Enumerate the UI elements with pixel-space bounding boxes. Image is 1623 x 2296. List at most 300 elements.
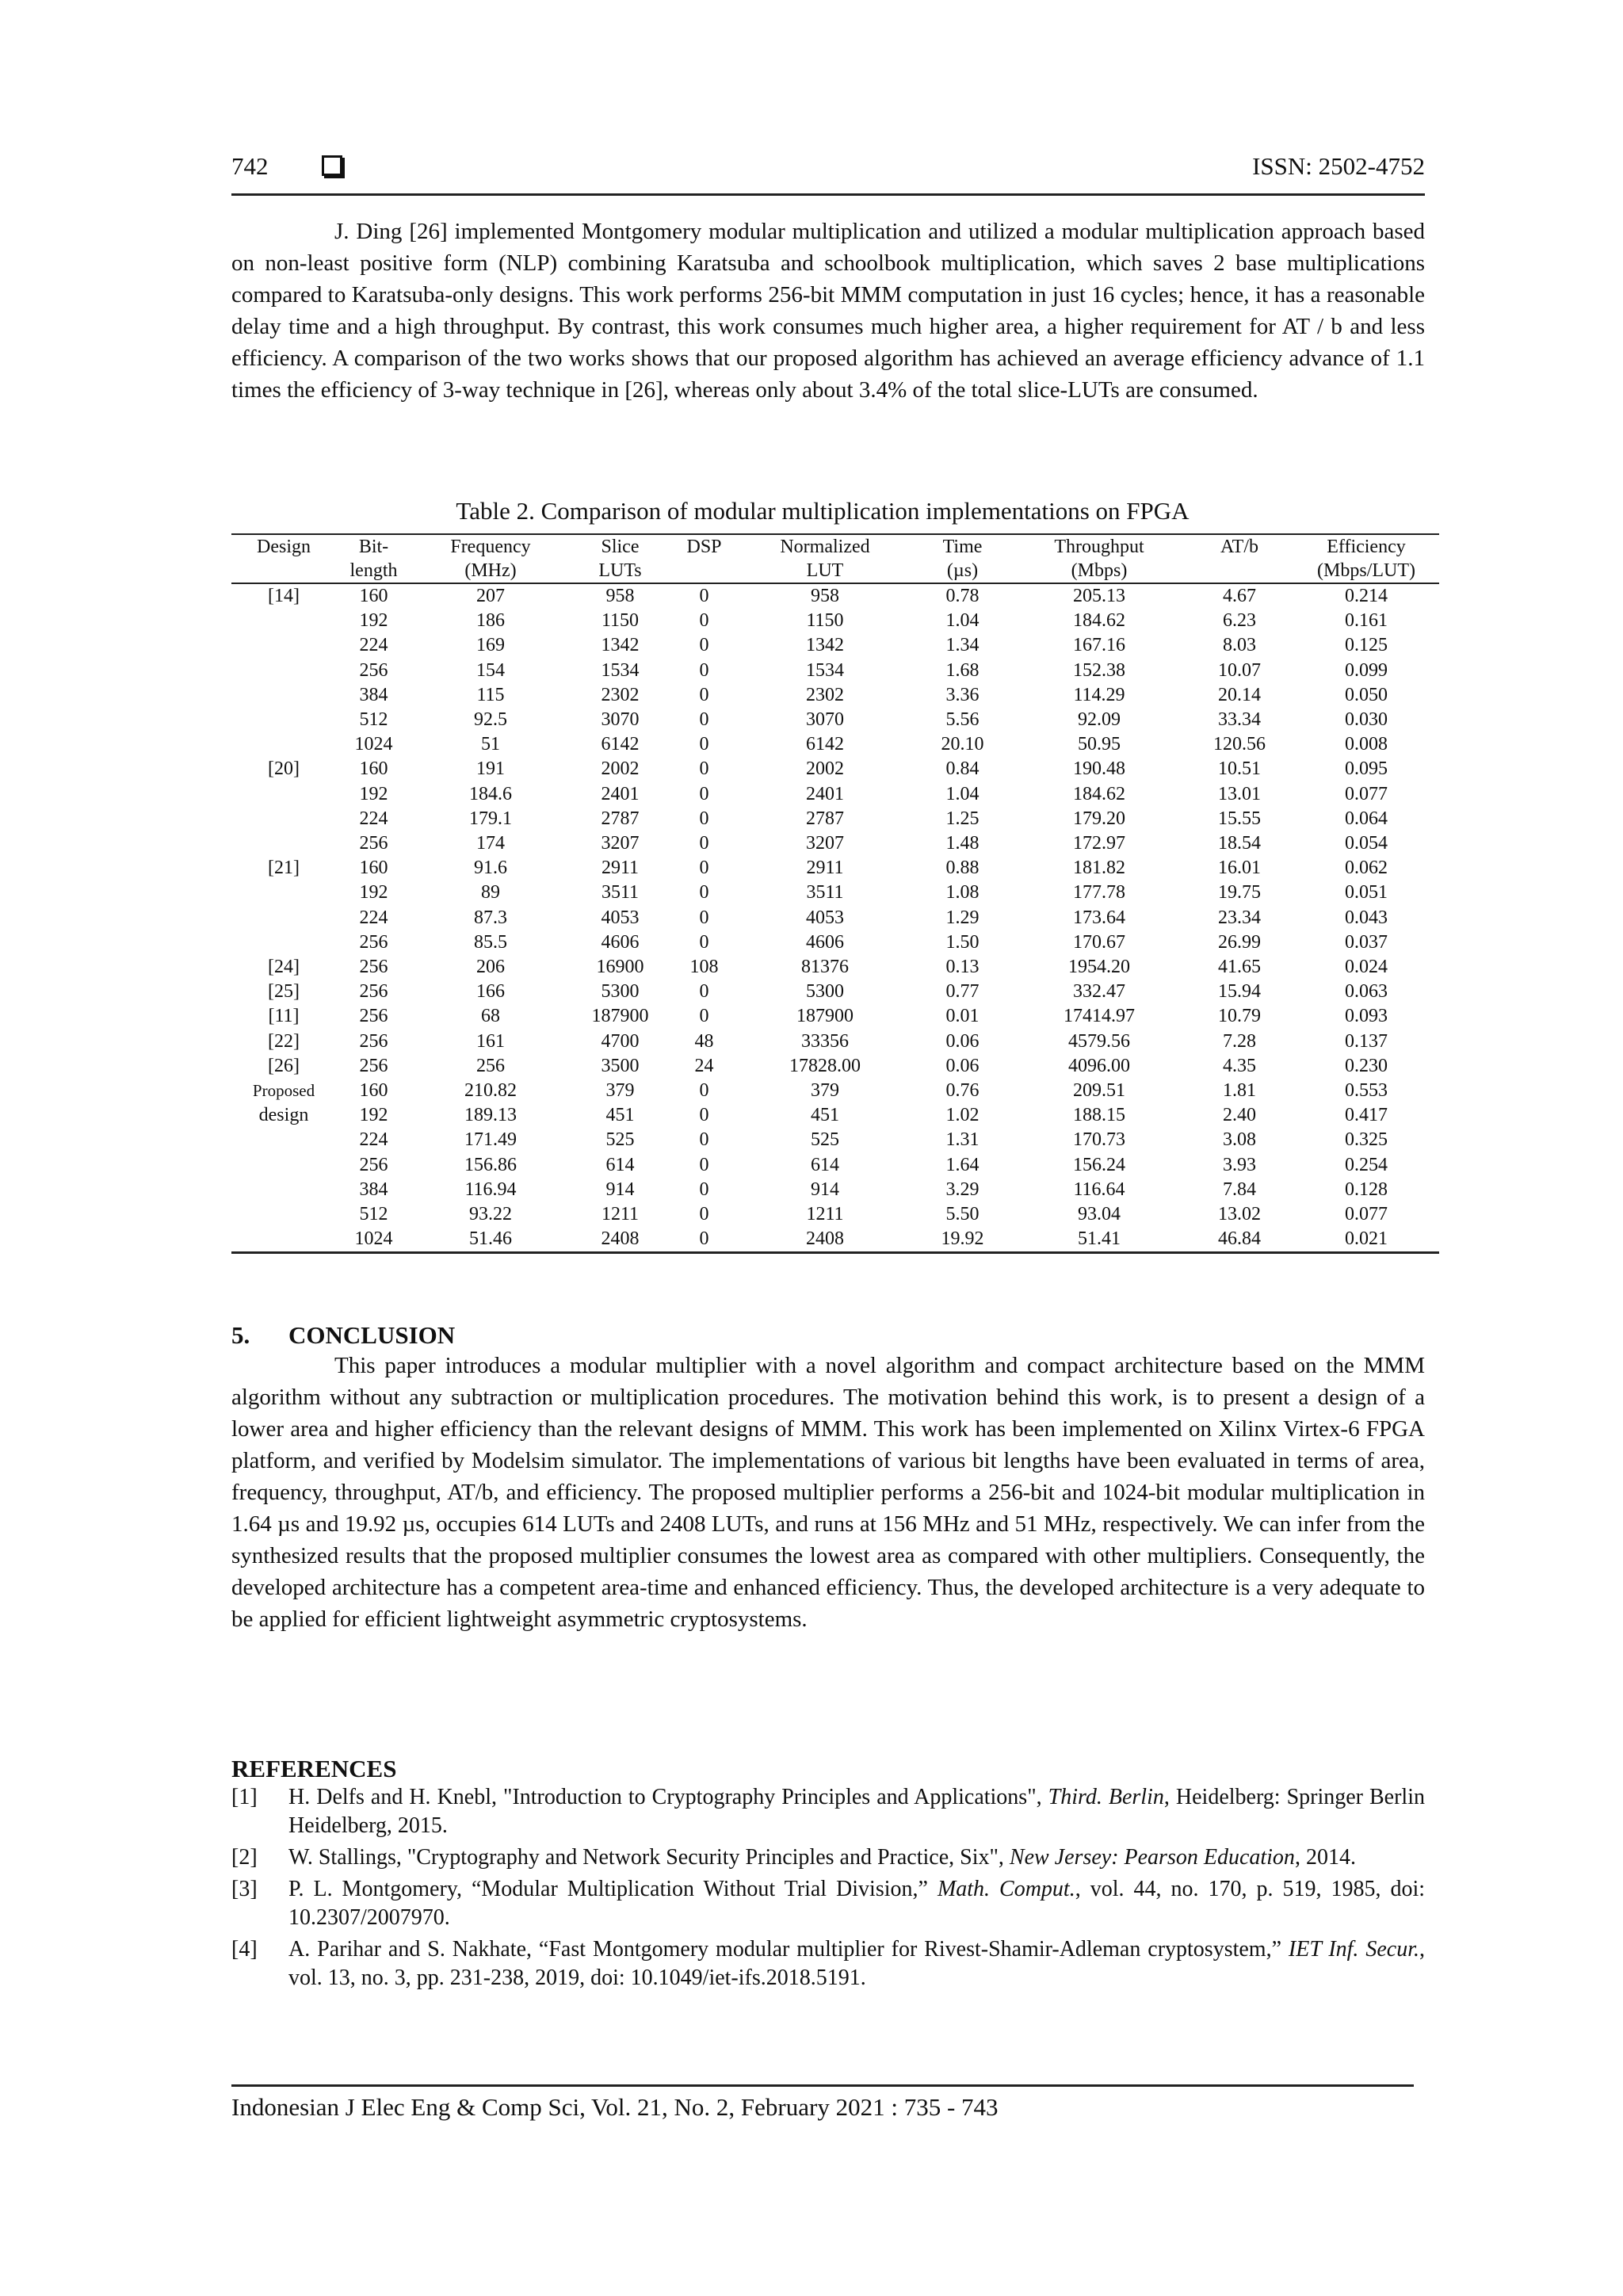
- table-cell: 4.67: [1223, 586, 1256, 606]
- table-row: [231, 807, 1439, 831]
- table-cell: 3.36: [945, 684, 980, 705]
- table-cell: 958: [811, 586, 839, 606]
- reference-text: [288, 1875, 1425, 1932]
- table-row: [231, 708, 1439, 732]
- table-cell: 192: [359, 610, 388, 632]
- table-cell: 0.077: [1345, 1204, 1388, 1225]
- table-cell: 0: [699, 858, 709, 879]
- comparison-table: [231, 533, 1439, 1254]
- table-row: [231, 1178, 1439, 1202]
- table-cell: 0.417: [1345, 1105, 1388, 1126]
- table-cell: 379: [811, 1080, 839, 1102]
- table-cell: 0.325: [1345, 1129, 1388, 1151]
- table-cell: 192: [359, 783, 388, 804]
- table-cell: 10.79: [1218, 1006, 1261, 1027]
- table-cell: 0.161: [1345, 610, 1388, 632]
- table-row: [231, 659, 1439, 683]
- table-cell: 0: [699, 1006, 709, 1027]
- design-cell: [231, 708, 336, 732]
- table-row: [231, 1128, 1439, 1152]
- design-cell: [231, 659, 336, 683]
- table-cell: 224: [359, 808, 388, 829]
- table-cell: 4.35: [1223, 1055, 1256, 1076]
- reference-number: [3]: [231, 1877, 258, 1901]
- table-cell: 161: [476, 1030, 505, 1052]
- column-header: Design: [257, 537, 311, 557]
- table-cell: 224: [359, 635, 388, 656]
- table-cell: 115: [476, 684, 505, 705]
- table-cell: 0: [699, 1154, 709, 1175]
- table-cell: 224: [359, 907, 388, 928]
- table-cell: 0.051: [1345, 882, 1388, 904]
- table-cell: 384: [359, 684, 388, 705]
- table-cell: 0.553: [1345, 1080, 1388, 1102]
- table-cell: 20.10: [941, 734, 984, 755]
- conclusion-paragraph: [231, 1350, 1425, 1635]
- table-cell: 17414.97: [1064, 1006, 1135, 1027]
- column-header-unit: (MHz): [411, 559, 570, 583]
- reference-item: [231, 1783, 1425, 1840]
- reference-authors-title: H. Delfs and H. Knebl, "Introduction to Cryptography Principles and Applications",: [288, 1785, 1048, 1809]
- table-cell: 170.67: [1073, 931, 1125, 953]
- table-cell: 512: [359, 709, 388, 731]
- table-cell: 17828.00: [789, 1055, 861, 1076]
- table-cell: 256: [359, 1030, 388, 1052]
- table-cell: 2911: [601, 858, 640, 879]
- table-cell: 10.07: [1218, 659, 1261, 681]
- table-cell: 0.062: [1345, 858, 1388, 879]
- table-cell: 0.037: [1345, 931, 1388, 953]
- table-cell: 156.86: [464, 1154, 517, 1175]
- design-label: [21]: [268, 858, 300, 879]
- table-cell: 177.78: [1073, 882, 1125, 904]
- table-cell: 1.48: [945, 833, 980, 854]
- table-cell: 87.3: [474, 907, 507, 928]
- column-header-unit: (Mbps): [1013, 559, 1186, 583]
- table-cell: 224: [359, 1129, 388, 1151]
- table-cell: 5300: [806, 981, 844, 1003]
- reference-text: [288, 1843, 1425, 1872]
- table-cell: 1211: [601, 1204, 640, 1225]
- table-cell: 205.13: [1073, 586, 1125, 606]
- table-cell: 3070: [601, 709, 640, 731]
- column-header: Throughput: [1054, 537, 1144, 557]
- table-caption: Table 2. Comparison of modular multiplication implementations on FPGA: [456, 497, 1190, 525]
- design-cell: [231, 1030, 336, 1054]
- table-cell: 1.04: [945, 783, 980, 804]
- reference-item: [231, 1875, 1425, 1932]
- design-label: [22]: [268, 1030, 300, 1052]
- table-cell: 179.1: [469, 808, 512, 829]
- column-header: Normalized: [780, 537, 870, 557]
- table-row: [231, 881, 1439, 905]
- table-cell: 5.50: [945, 1204, 980, 1225]
- reference-authors-title: W. Stallings, "Cryptography and Network Security Principles and Practice, Six",: [288, 1845, 1010, 1870]
- reference-item: [231, 1935, 1425, 1992]
- table-cell: 167.16: [1073, 635, 1125, 656]
- table-cell: 15.94: [1218, 981, 1261, 1003]
- table-cell: 3511: [806, 882, 844, 904]
- table-cell: 1.29: [945, 907, 980, 928]
- table-cell: 51: [481, 734, 500, 755]
- references-list: [231, 1783, 1425, 1996]
- table-cell: 3070: [806, 709, 844, 731]
- table-cell: 2401: [806, 783, 844, 804]
- design-cell: [231, 906, 336, 930]
- table-cell: 116.94: [464, 1179, 517, 1200]
- design-label: [14]: [268, 586, 300, 606]
- table-cell: 3.29: [945, 1179, 980, 1200]
- table-cell: 1954.20: [1068, 957, 1130, 978]
- table-row: [231, 583, 1439, 609]
- column-header: Slice: [601, 537, 640, 557]
- table-row: [231, 782, 1439, 807]
- table-cell: 2302: [806, 684, 844, 705]
- design-cell: [231, 1054, 336, 1079]
- table-row: [231, 1004, 1439, 1029]
- table-cell: 3207: [806, 833, 844, 854]
- table-cell: 256: [359, 1154, 388, 1175]
- table-cell: 614: [605, 1154, 635, 1175]
- table-cell: 114.29: [1073, 684, 1125, 705]
- table-row: [231, 1153, 1439, 1178]
- table-cell: 174: [476, 833, 505, 854]
- design-label: [25]: [268, 981, 300, 1003]
- table-cell: 0.050: [1345, 684, 1388, 705]
- table-cell: 4579.56: [1068, 1030, 1130, 1052]
- table-body: [231, 583, 1439, 1251]
- table-cell: 0: [699, 659, 709, 681]
- table-cell: 0: [699, 610, 709, 632]
- table-cell: 451: [605, 1105, 635, 1126]
- design-cell: [231, 930, 336, 955]
- table-cell: 384: [359, 1179, 388, 1200]
- table-cell: 0.030: [1345, 709, 1388, 731]
- design-cell: [231, 831, 336, 856]
- table-cell: 0.095: [1345, 758, 1388, 780]
- table-cell: 209.51: [1073, 1080, 1125, 1102]
- table-cell: 10.51: [1218, 758, 1261, 780]
- table-cell: 184.6: [469, 783, 512, 804]
- table-cell: 0: [699, 709, 709, 731]
- table-cell: 13.01: [1218, 783, 1261, 804]
- design-cell: [231, 1079, 336, 1103]
- table-row: [231, 1227, 1439, 1251]
- table-cell: 154: [476, 659, 505, 681]
- table-cell: 0: [699, 1129, 709, 1151]
- table-cell: 1024: [354, 734, 393, 755]
- column-header: DSP: [686, 537, 722, 557]
- table-cell: 0: [699, 1105, 709, 1126]
- table-cell: 0: [699, 808, 709, 829]
- table-row: [231, 955, 1439, 980]
- table-cell: 50.95: [1078, 734, 1121, 755]
- table-cell: 0.024: [1345, 957, 1388, 978]
- table-cell: 172.97: [1073, 833, 1125, 854]
- table-cell: 0.125: [1345, 635, 1388, 656]
- table-row: [231, 906, 1439, 930]
- table-cell: 0.214: [1345, 586, 1388, 606]
- design-cell: [231, 1103, 336, 1128]
- column-header: AT/b: [1220, 537, 1258, 557]
- table-cell: 0: [699, 635, 709, 656]
- design-cell: [231, 955, 336, 980]
- column-header-unit: [1186, 559, 1293, 583]
- design-cell: [231, 1227, 336, 1251]
- reference-details: , Heidelberg: Springer Berlin Heidelberg, 2015.: [288, 1785, 1425, 1838]
- table-cell: 2.40: [1223, 1105, 1256, 1126]
- table-cell: 379: [605, 1080, 635, 1102]
- table-cell: 0.13: [945, 957, 980, 978]
- table-cell: 614: [811, 1154, 839, 1175]
- column-header: Bit-: [358, 537, 389, 557]
- design-cell: [231, 980, 336, 1004]
- reference-item: [231, 1843, 1425, 1872]
- table-cell: 2408: [601, 1228, 640, 1250]
- table-cell: 2002: [806, 758, 844, 780]
- table-cell: 0: [699, 907, 709, 928]
- table-cell: 16.01: [1218, 858, 1261, 879]
- reference-source: New Jersey: Pearson Education: [1009, 1845, 1295, 1870]
- column-header: Time: [942, 537, 983, 557]
- table-cell: 525: [605, 1129, 635, 1151]
- table-cell: 152.38: [1073, 659, 1125, 681]
- table-row: [231, 633, 1439, 658]
- reference-details: , vol. 44, no. 170, p. 519, 1985, doi: 10.2307/2007970.: [288, 1877, 1426, 1930]
- table-cell: 3500: [601, 1055, 640, 1076]
- table-cell: 332.47: [1073, 981, 1125, 1003]
- table-row: [231, 856, 1439, 881]
- table-cell: 4606: [601, 931, 640, 953]
- table-cell: 181.82: [1073, 858, 1125, 879]
- design-cell: [231, 881, 336, 905]
- table-cell: 3207: [601, 833, 640, 854]
- table-cell: 256: [359, 659, 388, 681]
- table-cell: 0.064: [1345, 808, 1388, 829]
- design-label: [11]: [268, 1006, 300, 1027]
- table-cell: 0: [699, 1204, 709, 1225]
- table-cell: 1211: [806, 1204, 844, 1225]
- table-cell: 116.64: [1073, 1179, 1125, 1200]
- table-cell: 0: [699, 931, 709, 953]
- reference-source: Third. Berlin: [1048, 1785, 1164, 1809]
- table-cell: 93.04: [1078, 1204, 1121, 1225]
- table-row: [231, 1202, 1439, 1227]
- intro-paragraph: [231, 216, 1425, 406]
- table-cell: 13.02: [1218, 1204, 1261, 1225]
- table-cell: 0.043: [1345, 907, 1388, 928]
- section-title: CONCLUSION: [288, 1321, 456, 1349]
- table-cell: 206: [476, 957, 505, 978]
- design-label: [24]: [268, 957, 300, 978]
- table-row: [231, 757, 1439, 781]
- design-cell: [231, 782, 336, 807]
- table-cell: 0: [699, 734, 709, 755]
- table-cell: 0.84: [945, 758, 980, 780]
- table-header: [231, 535, 1439, 583]
- table-cell: 0: [699, 1228, 709, 1250]
- table-cell: 1.02: [945, 1105, 980, 1126]
- table-cell: 6142: [806, 734, 844, 755]
- table-row: [231, 1030, 1439, 1054]
- column-header-unit: LUT: [738, 559, 912, 583]
- design-cell: [231, 732, 336, 757]
- table-row: [231, 980, 1439, 1004]
- table-cell: 48: [694, 1030, 714, 1052]
- design-cell: [231, 683, 336, 708]
- table-cell: 166: [476, 981, 505, 1003]
- reference-number: [4]: [231, 1937, 258, 1962]
- table-cell: 189.13: [464, 1105, 517, 1126]
- table-cell: 170.73: [1073, 1129, 1125, 1151]
- table-cell: 18.54: [1218, 833, 1261, 854]
- table-cell: 1.25: [945, 808, 980, 829]
- table-cell: 1.34: [945, 635, 980, 656]
- table-cell: 6.23: [1223, 610, 1256, 632]
- table-cell: 0.76: [945, 1080, 980, 1102]
- table-cell: 160: [359, 758, 388, 780]
- reference-details: , 2014.: [1294, 1845, 1356, 1870]
- table-row: [231, 1103, 1439, 1128]
- table-cell: 173.64: [1073, 907, 1125, 928]
- table-cell: 5.56: [945, 709, 980, 731]
- design-cell: [231, 807, 336, 831]
- table-cell: 23.34: [1218, 907, 1261, 928]
- table-cell: 1150: [601, 610, 640, 632]
- table-cell: 187900: [591, 1006, 649, 1027]
- table-cell: 92.09: [1078, 709, 1121, 731]
- section-number: 5.: [231, 1321, 250, 1349]
- table-cell: 2002: [601, 758, 640, 780]
- issn-label: ISSN: 2502-4752: [1252, 152, 1425, 180]
- table-cell: 0.88: [945, 858, 980, 879]
- table-cell: 188.15: [1073, 1105, 1125, 1126]
- table-cell: 108: [689, 957, 719, 978]
- table-cell: 525: [811, 1129, 839, 1151]
- table-cell: 0.008: [1345, 734, 1388, 755]
- table-cell: 46.84: [1218, 1228, 1261, 1250]
- table-cell: 8.03: [1223, 635, 1256, 656]
- table-cell: 186: [476, 610, 505, 632]
- column-header-unit: (Mbps/LUT): [1293, 559, 1439, 583]
- table-cell: 1534: [601, 659, 640, 681]
- table-cell: 0: [699, 586, 709, 606]
- reference-source: Math. Comput.: [937, 1877, 1075, 1901]
- table-cell: 512: [359, 1204, 388, 1225]
- table-cell: 2787: [806, 808, 844, 829]
- conclusion-heading: [231, 1321, 455, 1350]
- table-row: [231, 683, 1439, 708]
- table-cell: 256: [476, 1055, 505, 1076]
- table-cell: 33356: [801, 1030, 849, 1052]
- table-cell: 1150: [806, 610, 844, 632]
- table-cell: 85.5: [474, 931, 507, 953]
- reference-number: [2]: [231, 1845, 258, 1870]
- table-cell: 0.06: [945, 1055, 980, 1076]
- table-cell: 184.62: [1073, 610, 1125, 632]
- design-cell: [231, 856, 336, 881]
- table-cell: 0.230: [1345, 1055, 1388, 1076]
- header-row-2: [231, 559, 1439, 583]
- table-cell: 156.24: [1073, 1154, 1125, 1175]
- table-cell: 19.75: [1218, 882, 1261, 904]
- reference-details: , vol. 13, no. 3, pp. 231-238, 2019, doi: 10.1049/iet-ifs.2018.5191.: [288, 1937, 1425, 1990]
- design-cell: [231, 583, 336, 609]
- column-header-unit: [670, 559, 738, 583]
- table-cell: 914: [605, 1179, 635, 1200]
- table-cell: 0.78: [945, 586, 980, 606]
- column-header-unit: (µs): [912, 559, 1013, 583]
- table-cell: 0: [699, 758, 709, 780]
- reference-authors-title: A. Parihar and S. Nakhate, “Fast Montgomery modular multiplier for Rivest-Shamir-Adleman cryptosystem,”: [288, 1937, 1289, 1962]
- table-cell: 184.62: [1073, 783, 1125, 804]
- table-cell: 6142: [601, 734, 640, 755]
- table-cell: 256: [359, 1055, 388, 1076]
- table-cell: 256: [359, 931, 388, 953]
- table-cell: 51.46: [469, 1228, 512, 1250]
- intro-text: J. Ding [26] implemented Montgomery modular multiplication and utilized a modular multiplication approach based on non-least positive form (NLP) combining Karatsuba and schoolbook multiplication, which saves 2 base multiplications compared to Karatsuba-only designs. This work performs 256-bit MMM computation in just 16 cycles; hence, it has a reasonable delay time and a high throughput. By contrast, this work consumes much higher area, a higher requirement for AT / b and less efficiency. A comparison of the two works shows that our proposed algorithm has achieved an average efficiency advance of 1.1 times the efficiency of 3-way technique in [26], whereas only about 3.4% of the total slice-LUTs are consumed.: [231, 219, 1425, 403]
- table-cell: 210.82: [464, 1080, 517, 1102]
- table-cell: 4053: [806, 907, 844, 928]
- table-cell: 1.04: [945, 610, 980, 632]
- table-cell: 16900: [596, 957, 644, 978]
- table-cell: 256: [359, 1006, 388, 1027]
- design-cell: [231, 633, 336, 658]
- table-cell: 0.77: [945, 981, 980, 1003]
- table-cell: 51.41: [1078, 1228, 1121, 1250]
- table-cell: 68: [481, 1006, 500, 1027]
- table-cell: 92.5: [474, 709, 507, 731]
- table-cell: 0.06: [945, 1030, 980, 1052]
- design-cell: [231, 1178, 336, 1202]
- table-cell: 0: [699, 981, 709, 1003]
- reference-text: [288, 1935, 1425, 1992]
- table-cell: 0: [699, 1080, 709, 1102]
- table-cell: 4096.00: [1068, 1055, 1130, 1076]
- table-cell: 958: [605, 586, 635, 606]
- reference-text: [288, 1783, 1425, 1840]
- table-cell: 4053: [601, 907, 640, 928]
- design-cell: [231, 1004, 336, 1029]
- design-cell: [231, 1128, 336, 1152]
- table-cell: 26.99: [1218, 931, 1261, 953]
- table-row: [231, 609, 1439, 633]
- table-cell: 0.099: [1345, 659, 1388, 681]
- column-header: Frequency: [450, 537, 531, 557]
- table-cell: 41.65: [1218, 957, 1261, 978]
- table-cell: 2911: [806, 858, 844, 879]
- design-cell: [231, 1202, 336, 1227]
- table-cell: 256: [359, 981, 388, 1003]
- table-cell: 89: [481, 882, 500, 904]
- table-cell: 33.34: [1218, 709, 1261, 731]
- table-cell: 192: [359, 1105, 388, 1126]
- page-header: [231, 152, 1425, 196]
- column-header-unit: LUTs: [570, 559, 670, 583]
- table-cell: 0.054: [1345, 833, 1388, 854]
- table-cell: 15.55: [1218, 808, 1261, 829]
- table-cell: 2302: [601, 684, 640, 705]
- table-cell: 0.093: [1345, 1006, 1388, 1027]
- reference-source: IET Inf. Secur.: [1288, 1937, 1419, 1962]
- table-row: [231, 1054, 1439, 1079]
- design-cell: [231, 757, 336, 781]
- design-label: [26]: [268, 1055, 300, 1076]
- table-cell: 2787: [601, 808, 640, 829]
- table-cell: 0: [699, 833, 709, 854]
- table-row: [231, 831, 1439, 856]
- table-cell: 24: [694, 1055, 714, 1076]
